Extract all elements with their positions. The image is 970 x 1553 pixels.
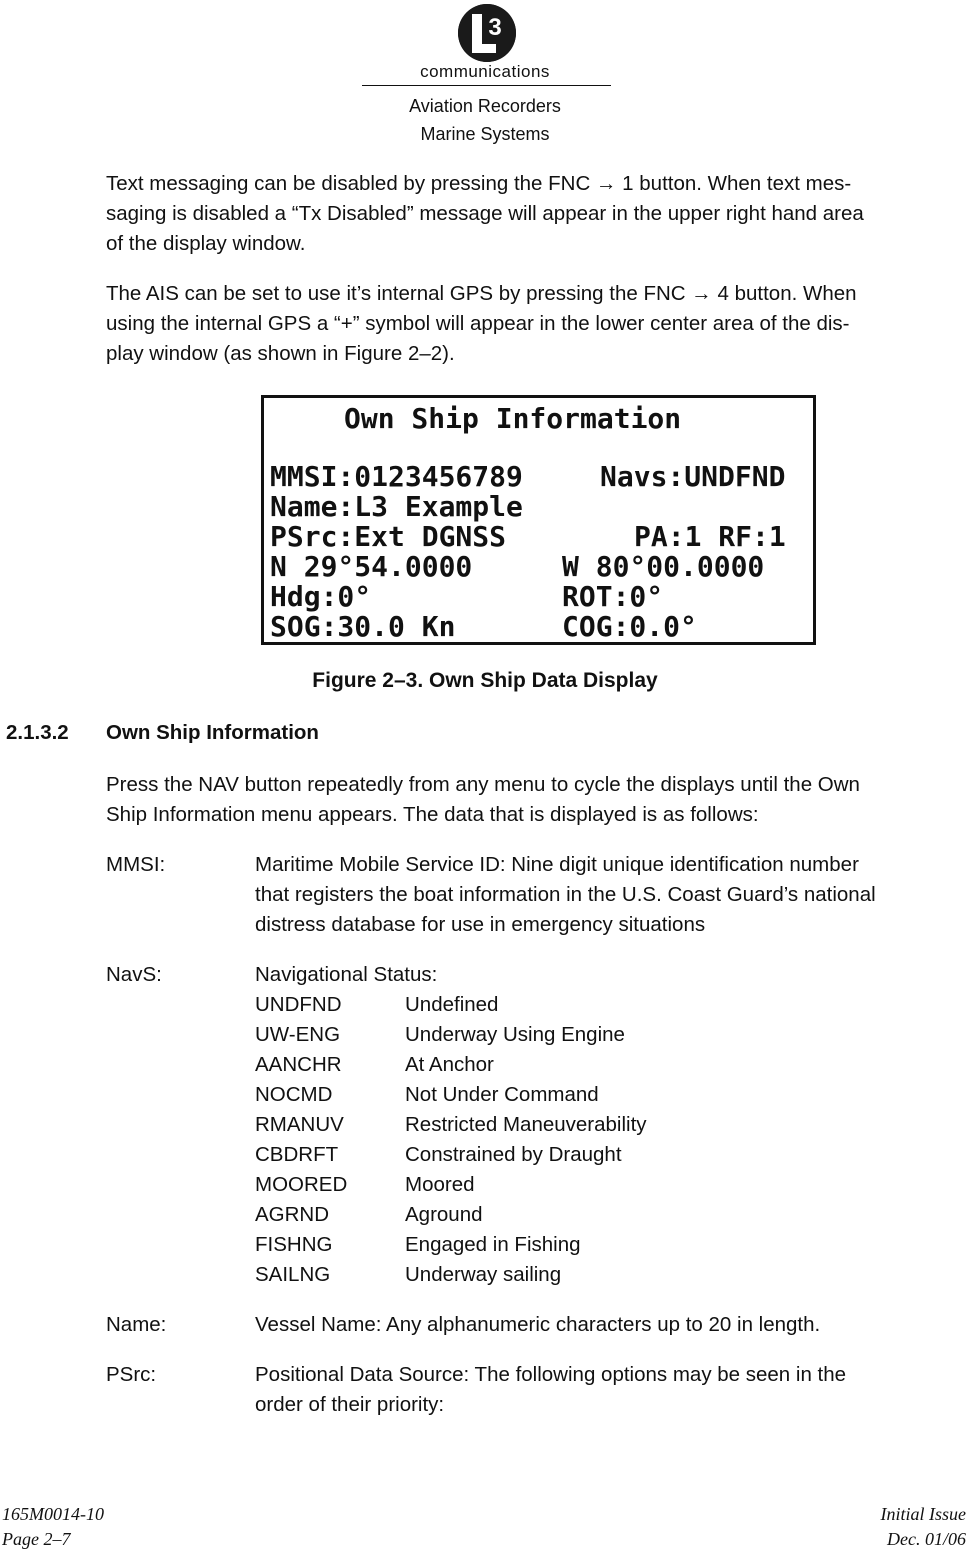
lcd-title: Own Ship Information: [344, 402, 682, 435]
lcd-longitude: W 80°00.0000: [562, 550, 765, 583]
text-line: distress database for use in emergency situations: [255, 913, 706, 936]
intro-paragraph-2: [106, 279, 966, 369]
l3-logo-mark: [458, 4, 516, 62]
nav-status-code: AANCHR: [255, 1053, 342, 1076]
nav-status-code: FISHNG: [255, 1233, 333, 1256]
page-header: [0, 0, 970, 150]
company-name: communications: [420, 62, 550, 81]
text-line: Text messaging can be disabled by pressing the FNC → 1 button. When text mes-: [106, 172, 852, 195]
nav-status-code: MOORED: [255, 1173, 348, 1196]
text-line: The AIS can be set to use it’s internal GPS by pressing the FNC → 4 button. When: [106, 282, 857, 305]
figure-caption: Figure 2–3. Own Ship Data Display: [312, 669, 658, 692]
nav-status-code: RMANUV: [255, 1113, 344, 1136]
lcd-navs: Navs:UNDFND: [600, 460, 786, 493]
text-line: play window (as shown in Figure 2–2).: [106, 342, 455, 365]
nav-status-code: SAILNG: [255, 1263, 331, 1286]
text-line: order of their priority:: [255, 1393, 445, 1416]
division-line-1: Aviation Recorders: [409, 96, 561, 116]
lcd-rot: ROT:0°: [562, 580, 664, 613]
nav-status-code: UNDFND: [255, 993, 342, 1016]
term-psrc: PSrc:: [106, 1363, 157, 1386]
lcd-mmsi: MMSI:0123456789: [270, 460, 523, 493]
term-mmsi: MMSI:: [106, 853, 166, 876]
section-title: Own Ship Information: [106, 721, 319, 744]
svg-text:3: 3: [488, 14, 502, 41]
nav-status-description: Constrained by Draught: [405, 1143, 622, 1166]
nav-status-description: Moored: [405, 1173, 475, 1196]
lcd-heading: Hdg:0°: [270, 580, 372, 613]
text-line: that registers the boat information in the U.S. Coast Guard’s national: [255, 883, 876, 906]
lcd-psrc: PSrc:Ext DGNSS: [270, 520, 507, 553]
nav-status-description: Underway sailing: [405, 1263, 562, 1286]
section-intro: [106, 770, 966, 830]
division-line-2: Marine Systems: [420, 124, 550, 144]
definition-mmsi: [255, 850, 967, 940]
term-navs: NavS:: [106, 963, 162, 986]
text-line: saging is disabled a “Tx Disabled” message will appear in the upper right hand area: [106, 202, 864, 225]
text-line: using the internal GPS a “+” symbol will appear in the lower center area of the dis-: [106, 312, 850, 335]
nav-status-code: AGRND: [255, 1203, 330, 1226]
nav-status-code: NOCMD: [255, 1083, 333, 1106]
definition-psrc: [255, 1360, 967, 1420]
lcd-cog: COG:0.0°: [562, 610, 697, 643]
nav-status-description: Underway Using Engine: [405, 1023, 625, 1046]
section-number: 2.1.3.2: [6, 721, 69, 744]
nav-status-description: Engaged in Fishing: [405, 1233, 581, 1256]
nav-status-description: Undefined: [405, 993, 499, 1016]
nav-status-description: Restricted Maneuverability: [405, 1113, 647, 1136]
header-rule: [362, 85, 611, 86]
intro-paragraph-1: [106, 169, 966, 259]
nav-status-description: Not Under Command: [405, 1083, 599, 1106]
text-line: Ship Information menu appears. The data that is displayed is as follows:: [106, 803, 759, 826]
own-ship-lcd-display: [261, 395, 816, 645]
lcd-name: Name:L3 Example: [270, 490, 523, 523]
text-line: of the display window.: [106, 232, 306, 255]
nav-status-description: At Anchor: [405, 1053, 494, 1076]
nav-status-description: Aground: [405, 1203, 483, 1226]
text-line: Press the NAV button repeatedly from any menu to cycle the displays until the Own: [106, 773, 860, 796]
lcd-pa-rf: PA:1 RF:1: [634, 520, 786, 553]
text-line: Maritime Mobile Service ID: Nine digit unique identification number: [255, 853, 859, 876]
lcd-latitude: N 29°54.0000: [270, 550, 473, 583]
text-line: Positional Data Source: The following options may be seen in the: [255, 1363, 847, 1386]
l3-logo: [430, 4, 540, 64]
nav-status-code: UW-ENG: [255, 1023, 341, 1046]
term-name: Name:: [106, 1313, 167, 1336]
lcd-sog: SOG:30.0 Kn: [270, 610, 456, 643]
footer-page-number: Page 2–7: [2, 1529, 71, 1549]
definition-navs: Navigational Status:: [255, 963, 438, 986]
nav-status-code: CBDRFT: [255, 1143, 339, 1166]
definition-name: Vessel Name: Any alphanumeric characters up to 20 in length.: [255, 1313, 821, 1336]
footer-date: Dec. 01/06: [887, 1529, 966, 1549]
footer-doc-number: 165M0014-10: [2, 1504, 104, 1524]
footer-issue: Initial Issue: [880, 1504, 966, 1524]
